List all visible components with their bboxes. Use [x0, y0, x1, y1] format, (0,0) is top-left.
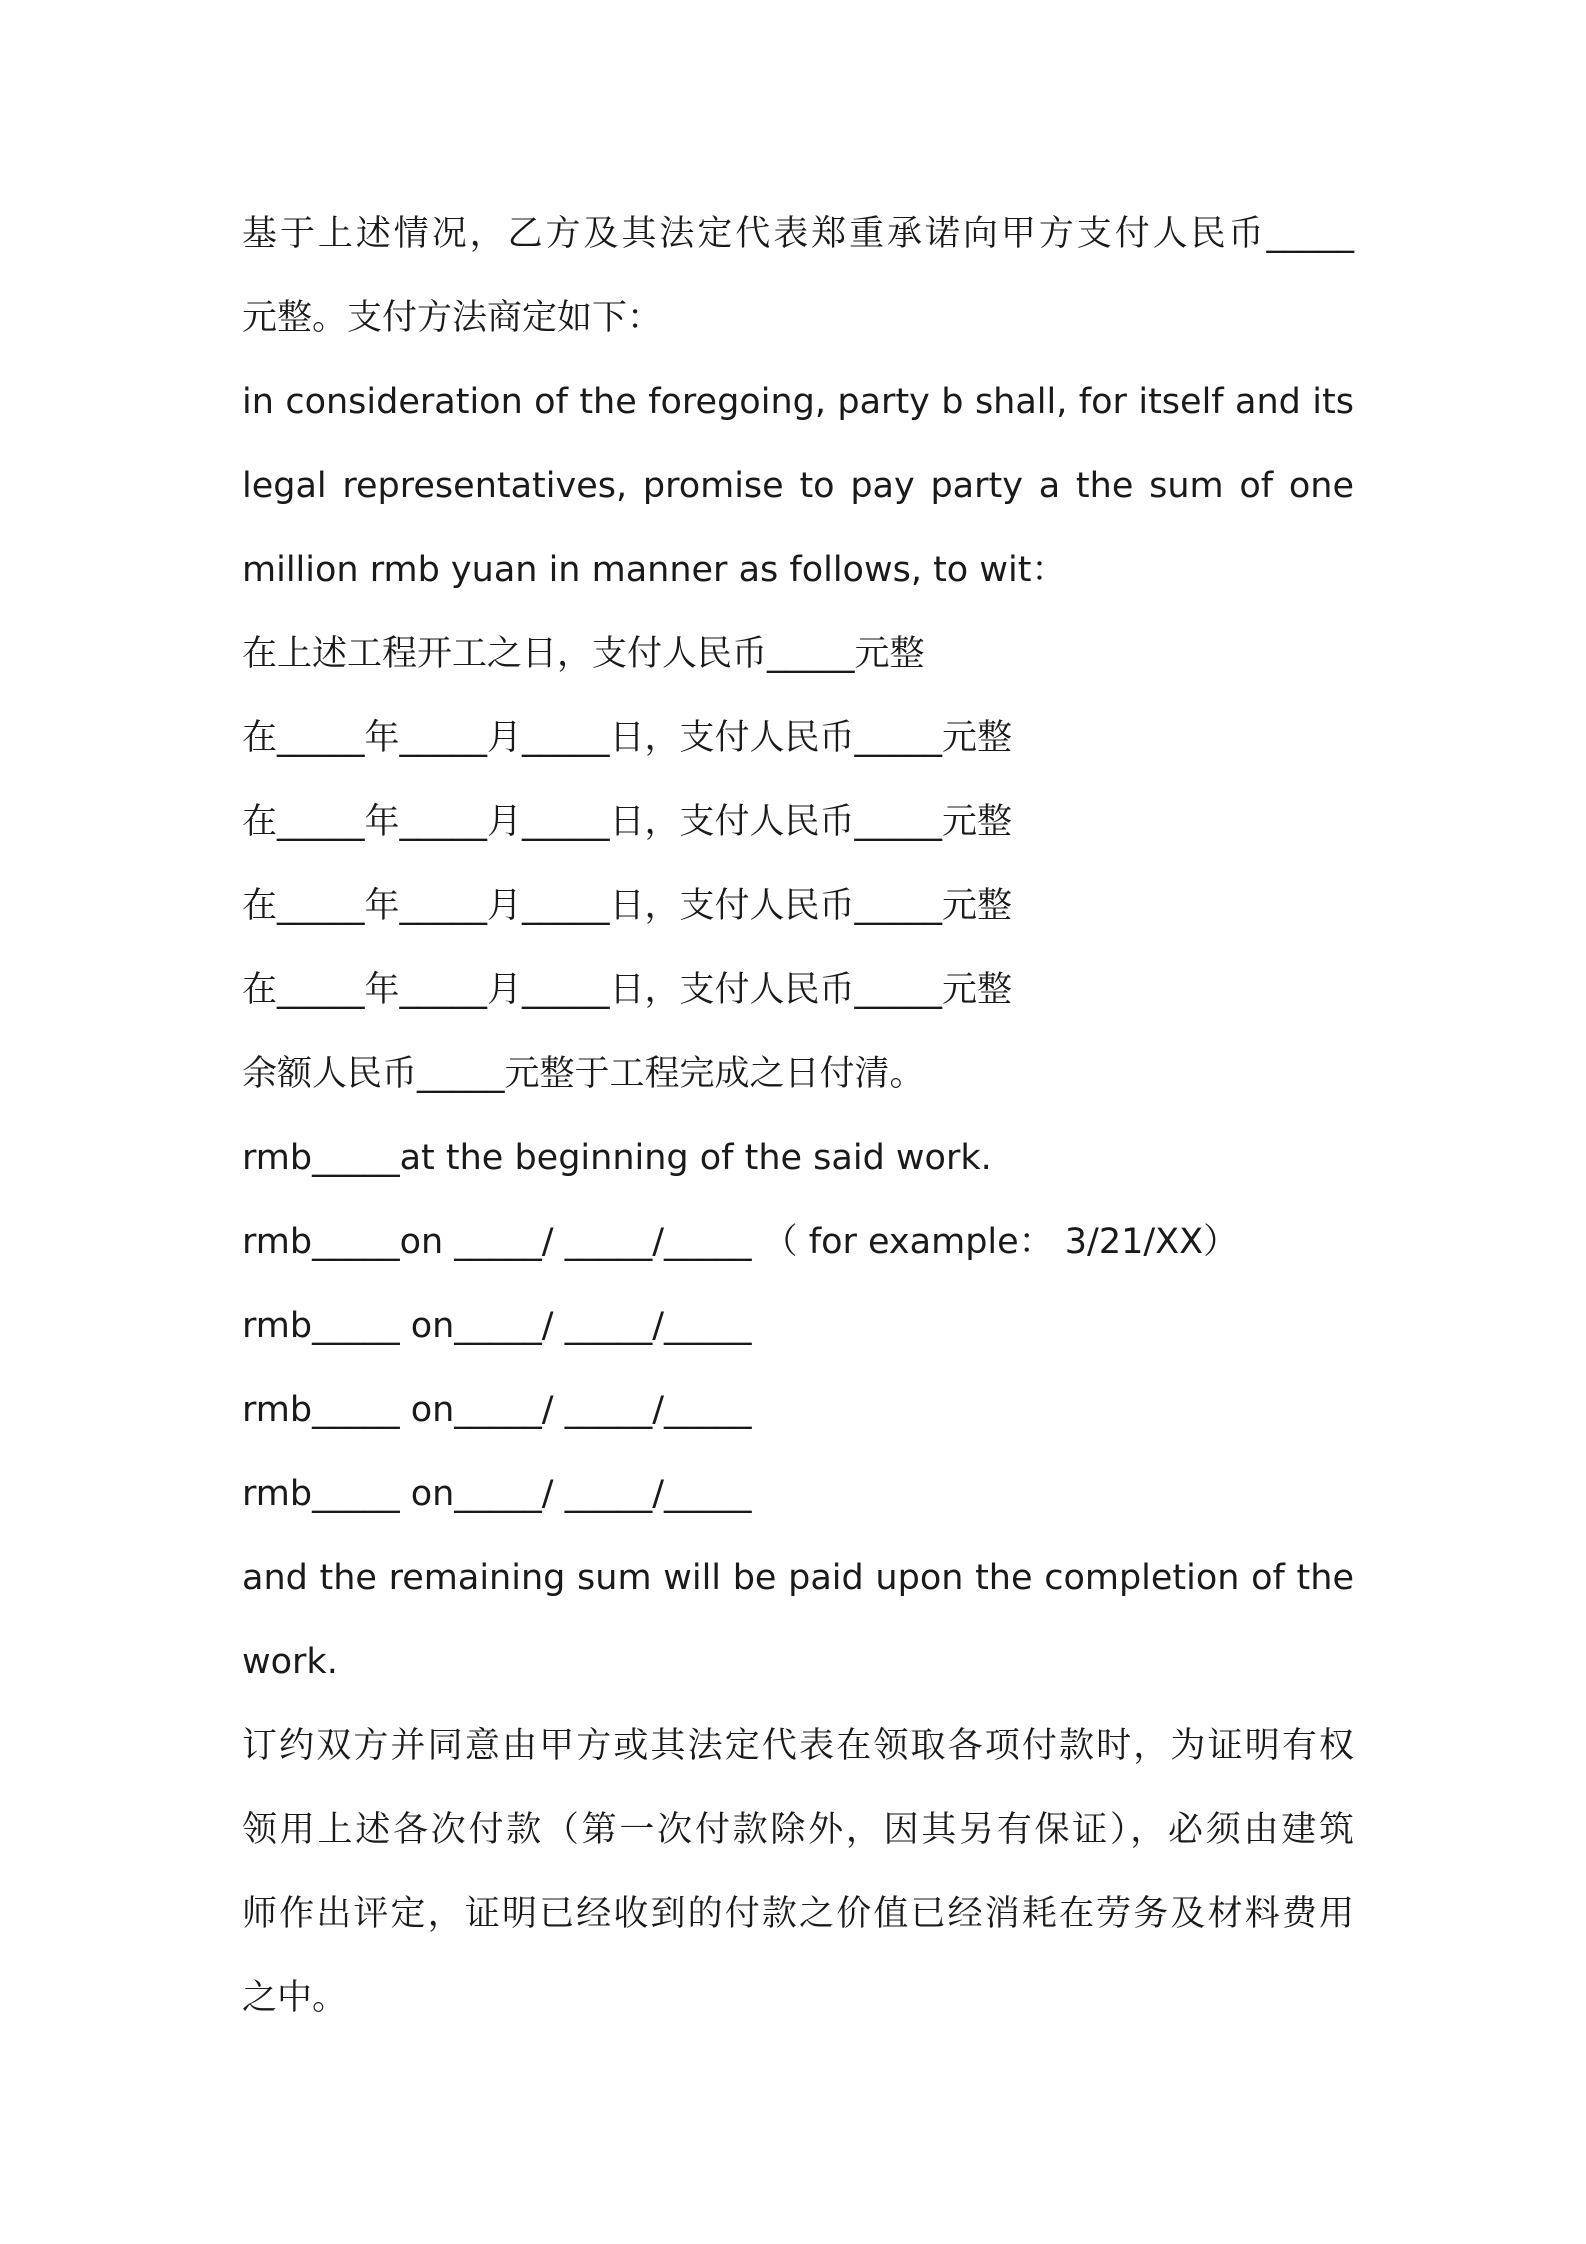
payment-line: 在上述工程开工之日，支付人民币_____元整: [242, 634, 925, 674]
payment-line: rmb_____ on_____/ _____/_____: [242, 1306, 752, 1346]
payment-line: 在_____年_____月_____日，支付人民币_____元整: [242, 802, 1013, 842]
paragraph-line: 余额人民币_____元整于工程完成之日付清。: [242, 1054, 925, 1094]
payment-line: 在_____年_____月_____日，支付人民币_____元整: [242, 886, 1013, 926]
paragraph-line: 订约双方并同意由甲方或其法定代表在领取各项付款时，为证明有权: [242, 1726, 1354, 1766]
paragraph-line: million rmb yuan in manner as follows, to wit：: [242, 550, 1067, 590]
payment-line: rmb_____on _____/ _____/_____ （ for example： 3/21/XX）: [242, 1222, 1239, 1262]
payment-line: 在_____年_____月_____日，支付人民币_____元整: [242, 718, 1013, 758]
paragraph-line: 元整。支付方法商定如下：: [242, 298, 663, 338]
paragraph-line: 之中。: [242, 1978, 348, 2018]
paragraph-line: in consideration of the foregoing, party b shall, for itself and its: [242, 382, 1354, 422]
paragraph-line: work.: [242, 1642, 338, 1682]
document-page: [242, 192, 1354, 2040]
paragraph-line: legal representatives, promise to pay party a the sum of one: [242, 466, 1354, 506]
payment-line: rmb_____ on_____/ _____/_____: [242, 1474, 752, 1514]
payment-line: 在_____年_____月_____日，支付人民币_____元整: [242, 970, 1013, 1010]
paragraph-line: 基于上述情况，乙方及其法定代表郑重承诺向甲方支付人民币_____: [242, 214, 1354, 254]
paragraph-line: 领用上述各次付款（第一次付款除外，因其另有保证），必须由建筑: [242, 1810, 1354, 1850]
paragraph-line: 师作出评定，证明已经收到的付款之价值已经消耗在劳务及材料费用: [242, 1894, 1354, 1934]
paragraph-line: and the remaining sum will be paid upon the completion of the: [242, 1558, 1354, 1598]
payment-line: rmb_____ on_____/ _____/_____: [242, 1390, 752, 1430]
payment-line: rmb_____at the beginning of the said work.: [242, 1138, 992, 1178]
